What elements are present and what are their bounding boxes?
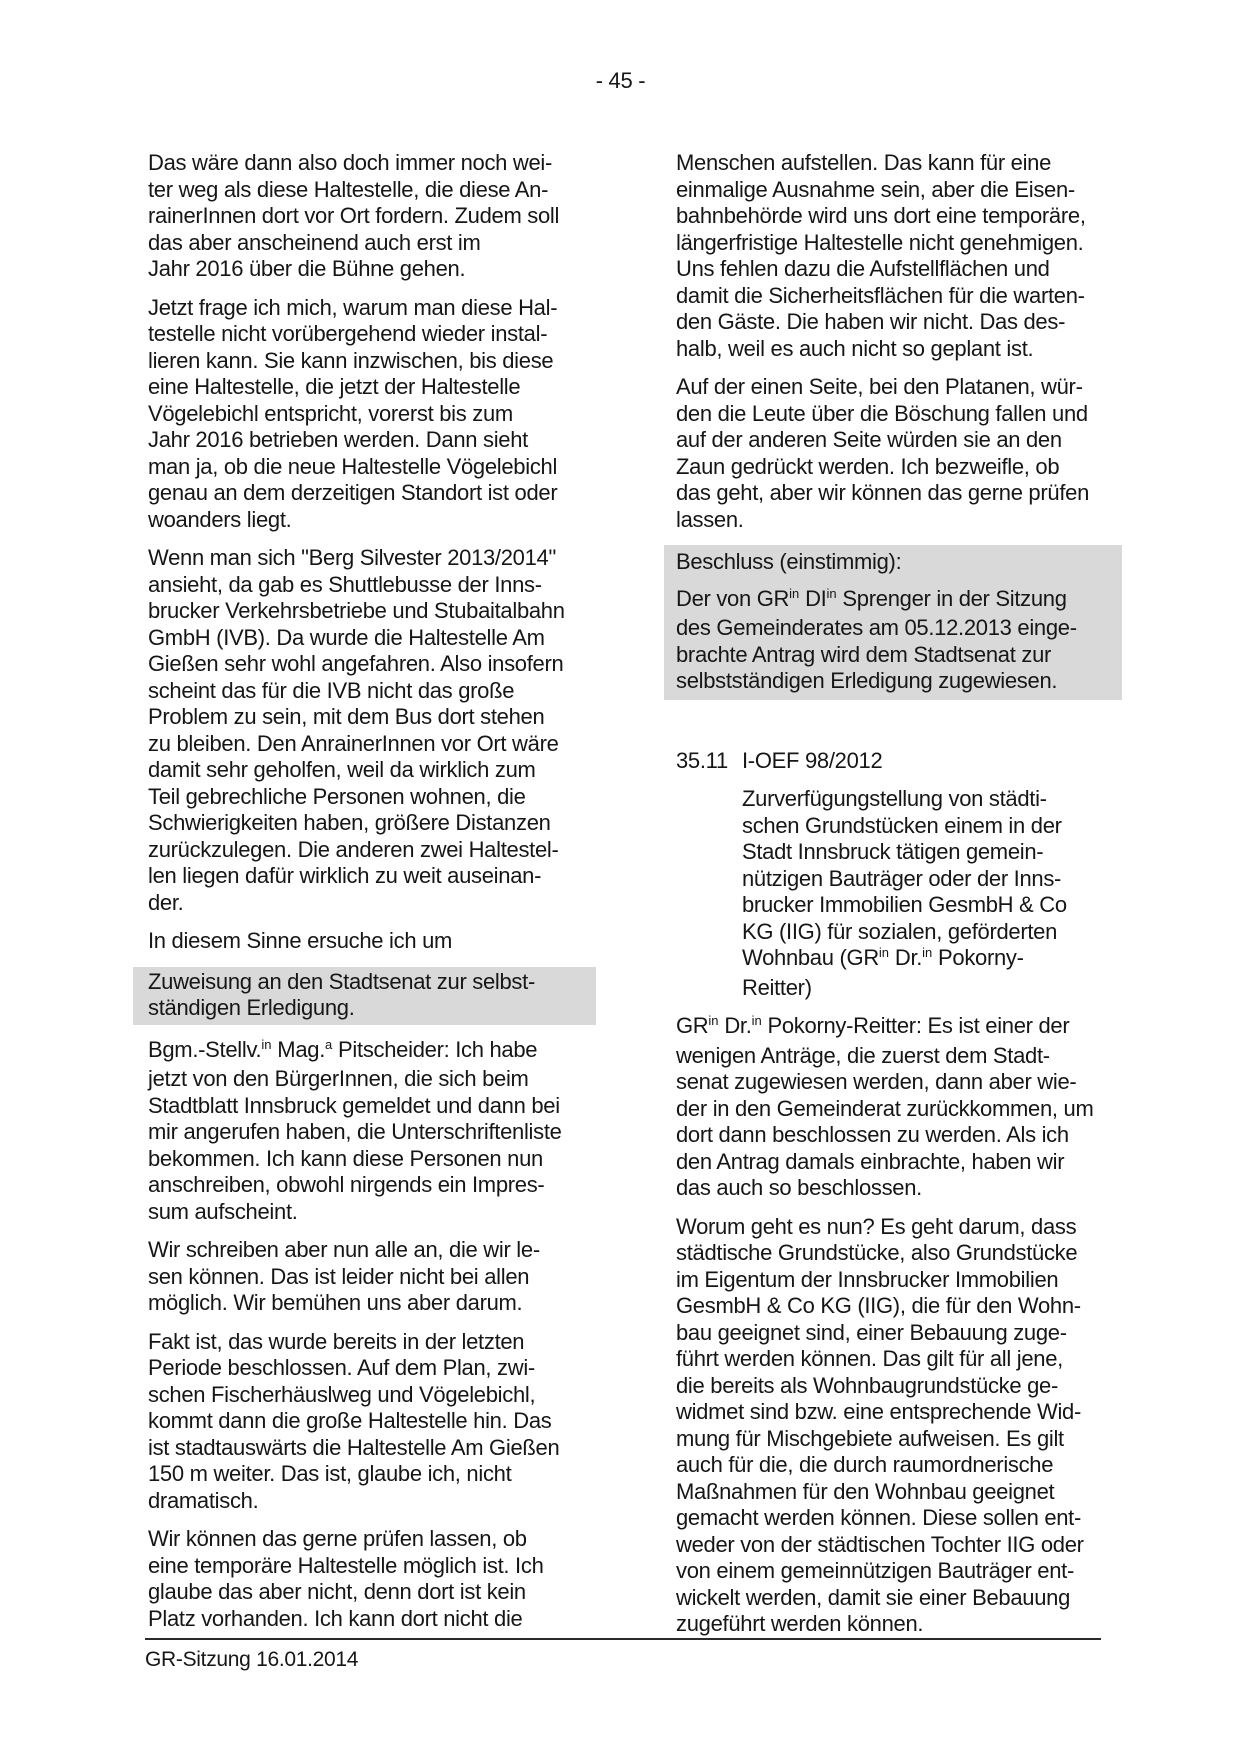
resolution-highlight (664, 545, 1122, 700)
agenda-item-number: 35.11 (676, 747, 728, 773)
body-paragraph: Wir schreiben aber nun alle an, die wir le- sen können. Das ist leider nicht bei allen möglich. Wir bemühen uns aber darum. (148, 1237, 540, 1315)
agenda-item-code: I-OEF 98/2012 (742, 747, 883, 773)
body-paragraph: Worum geht es nun? Es geht darum, dass städtische Grundstücke, also Grundstücke im Eigentum der Innsbrucker Immobilien GesmbH & Co KG (IIG), die für den Wohn- bau geeignet sind, einer Bebauung zuge- führt werden können. Das gilt für all jene, die bereits als Wohnbaugrundstücke ge- widmet sind bzw. eine entsprechende Wid- mung für Mischgebiete aufweisen. Es gilt auch für die, die durch raumordnerische Maßnahmen für den Wohnbau geeignet gemacht werden können. Diese sollen ent- weder von der städtischen Tochter IIG oder von einem gemeinnützigen Bauträger ent- wickelt werden, damit sie einer Bebauung zugeführt werden können. (676, 1213, 1084, 1636)
agenda-item-heading (676, 748, 1094, 775)
column-left (148, 150, 566, 1650)
footer-divider (145, 1638, 1101, 1640)
body-paragraph: Fakt ist, das wurde bereits in der letzten Periode beschlossen. Auf dem Plan, zwi- schen Fischerhäuslweg und Vögelebichl, kommt dann die große Haltestelle hin. Das ist stadtauswärts die Haltestelle Am Gießen 150 m weiter. Das ist, glaube ich, nicht dramatisch. (148, 1328, 560, 1513)
two-column-layout (148, 150, 1094, 1650)
agenda-item-subject: Zurverfügungstellung von städti- schen Grundstücken einem in der Stadt Innsbruck tätigen gemein- nützigen Bauträger oder der Inns- brucker Immobilien GesmbH & Co KG (IIG) für sozialen, geförderten Wohnbau ($GR^{in}$ Dr.$^{in}$ Pokorny- Reitter) (742, 786, 1067, 1000)
body-paragraph: Auf der einen Seite, bei den Platanen, wür- den die Leute über die Böschung fallen und auf der anderen Seite würden sie an den Zaun gedrückt werden. Ich bezweifle, ob das geht, aber wir können das gerne prüfen lassen. (676, 374, 1090, 532)
motion-highlight: Zuweisung an den Stadtsenat zur selbst- ständigen Erledigung. (133, 967, 596, 1025)
page-number: - 45 - (595, 68, 646, 93)
page-footer (145, 1638, 1101, 1674)
body-paragraph: Jetzt frage ich mich, warum man diese Hal- testelle nicht vorübergehend wieder instal- lieren kann. Sie kann inzwischen, bis diese eine Haltestelle, die jetzt der Haltestelle Vögelebichl entspricht, vorerst bis zum Jahr 2016 betrieben werden. Dann sieht man ja, ob die neue Haltestelle Vögelebichl genau an dem derzeitigen Standort ist oder woanders liegt. (148, 294, 558, 532)
column-right (676, 150, 1094, 1650)
body-paragraph: Wenn man sich "Berg Silvester 2013/2014" ansieht, da gab es Shuttlebusse der Inns- brucker Verkehrsbetriebe und Stubaitalbahn GmbH (IVB). Da wurde die Haltestelle Am Gießen sehr wohl angefahren. Also insofern scheint das für die IVB nicht das große Problem zu sein, mit dem Bus dort stehen zu bleiben. Den AnrainerInnen vor Ort wäre damit sehr geholfen, weil da wirklich zum Teil gebrechliche Personen wohnen, die Schwierigkeiten haben, größere Distanzen zurückzulegen. Die anderen zwei Haltestel- len liegen dafür wirklich zu weit auseinan- der. (148, 545, 565, 915)
body-paragraph: In diesem Sinne ersuche ich um (148, 928, 453, 953)
speaker-paragraph: $GR^{in}$ Dr.$^{in}$ Pokorny-Reitter: Es ist einer der wenigen Anträge, die zuerst dem Stadt- senat zugewiesen werden, dann aber wie- der in den Gemeinderat zurückkommen, um dort dann beschlossen zu werden. Als ich den Antrag damals einbrachte, haben wir das auch so beschlossen. (676, 1013, 1094, 1200)
body-paragraph: Das wäre dann also doch immer noch wei- ter weg als diese Haltestelle, die diese An- rainerInnen dort vor Ort fordern. Zudem soll das aber anscheinend auch erst im Jahr 2016 über die Bühne gehen. (148, 150, 560, 281)
resolution-body: Der von $GR^{in}$ $DI^{in}$ Sprenger in der Sitzung des Gemeinderates am 05.12.2013 einge- brachte Antrag wird dem Stadtsenat zur selbstständigen Erledigung zugewiesen. (676, 585, 1077, 693)
footer-text: GR-Sitzung 16.01.2014 (145, 1648, 359, 1671)
body-paragraph: Wir können das gerne prüfen lassen, ob eine temporäre Haltestelle möglich ist. Ich glaube das aber nicht, denn dort ist kein Platz vorhanden. Ich kann dort nicht die (148, 1526, 544, 1631)
body-paragraph: Menschen aufstellen. Das kann für eine einmalige Ausnahme sein, aber die Eisen- bahnbehörde wird uns dort eine temporäre, längerfristige Haltestelle nicht genehmigen. Uns fehlen dazu die Aufstellflächen und damit die Sicherheitsflächen für die warten- den Gäste. Die haben wir nicht. Das des- halb, weil es auch nicht so geplant ist. (676, 150, 1086, 361)
speaker-paragraph: Bgm.-Stellv.$^{in}$ Mag.$^a$ Pitscheider: Ich habe jetzt von den BürgerInnen, die sich beim Stadtblatt Innsbruck gemeldet und dann bei mir angerufen haben, die Unterschriftenliste bekommen. Ich kann diese Personen nun anschreiben, obwohl nirgends ein Impres- sum aufscheint. (148, 1036, 562, 1224)
resolution-title: Beschluss (einstimmig): (676, 549, 902, 574)
